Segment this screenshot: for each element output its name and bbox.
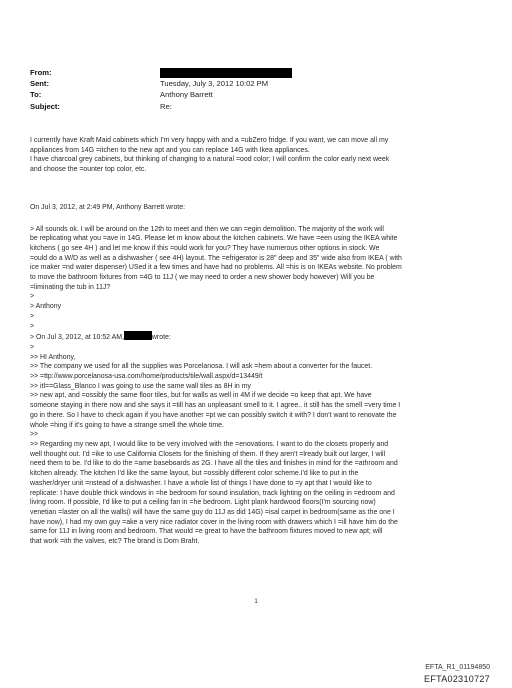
body-line: appliances from 14G =itchen to the new apt and you can replace 14G with Ikea appliances. <box>30 146 310 154</box>
subject-value: Re: <box>160 101 172 111</box>
redacted-name <box>124 331 152 340</box>
document-id-small: EFTA_R1_01194850 <box>425 664 490 671</box>
body-line: have now), I had my own guy =ake a very nice radiator cover in the living room with drawers which I =ill have him do the <box>30 518 398 526</box>
body-line: go in there. So I have to check again if you have another =pt we can possibly switch it with? I don't want to renovate the <box>30 411 397 419</box>
body-line: >> =ttp://www.porcelanosa-usa.com/home/products/tile/wall.aspx/d=13449/t <box>30 373 263 381</box>
body-line: ice maker =nd water dispenser) USed it a few times and have had no problems. All =his is on IKEAs website. No problem <box>30 264 402 272</box>
sent-row <box>30 78 490 89</box>
email-body <box>30 136 492 547</box>
body-line: > All sounds ok. I will be around on the 12th to meet and then we can =egin demolition. The majority of the work will <box>30 225 384 233</box>
body-line: whole =hing if it's going to have a strange smell the whole time. <box>30 421 224 429</box>
body-line: > Anthony <box>30 303 62 311</box>
body-line: need them to be. I'd like to do the =ame baseboards as 2G. I have all the tiles and finishes in mind for the =athroom and <box>30 460 398 468</box>
body-line: =ould do a W/D as well as a dishwasher ( see 4H) layout. The =efrigerator is 28" deep and 35" wide also from IKEA ( with <box>30 254 402 262</box>
body-line: someone staying in there now and she says it =till has an unpleasant smell to it. I agree.. it still has the smell =very time I <box>30 402 401 410</box>
body-line: > <box>30 322 35 330</box>
body-line: > <box>30 343 35 351</box>
from-row <box>30 67 490 78</box>
body-line: >> The company we used for all the supplies was Porcelanosa. I will ask =hem about a converter for the faucet. <box>30 363 373 371</box>
email-header <box>30 67 490 112</box>
body-line: be replicating what you =ave in 14G. Please let m know about the kitchen cabinets. We have =een using the IKEA white <box>30 235 398 243</box>
body-line: venetian =laster on all the walls(I will have the same guy do 11J as did 14G) =isal carpet in bedroom(same as the one I <box>30 508 395 516</box>
sent-label: Sent: <box>30 79 49 89</box>
body-line: >> new apt, and =ossibly the same floor tiles, but for walls as well in 4M if we decide =o keep that apt. We have <box>30 392 372 400</box>
quoted-message-2 <box>30 343 492 547</box>
body-line: >> <box>30 431 39 439</box>
body-line: living room. If possible, I'd like to put a ceiling fan in =he bedroom. Light plank hardwood floors(I'm sourcing now) <box>30 499 376 507</box>
body-line: I currently have Kraft Maid cabinets which I'm very happy with and a =ubZero fridge. If you want, we can move all my <box>30 137 389 144</box>
subject-row <box>30 101 490 112</box>
redacted-sender <box>160 68 292 78</box>
body-line: > <box>30 293 35 301</box>
body-line: and choose the =ounter top color, etc. <box>30 166 147 174</box>
body-line: =liminating the tub in 11J? <box>30 283 111 291</box>
quote-intro: On Jul 3, 2012, at 2:49 PM, Anthony Barrett wrote: <box>30 203 186 211</box>
body-line: I have charcoal grey cabinets, but thinking of changing to a natural =ood color; I will confirm the color early next week <box>30 156 390 164</box>
body-line: kitchens ( go see 4H ) and let me know if this =ould work for you? They have numerous other options in stock. We <box>30 244 380 252</box>
body-line: replicate: I have double thick windows in =he bedroom for sound insulation, track lighting on the ceiling in =edroom and <box>30 489 395 497</box>
body-line: to move the bathroom fixtures from =4G to 11J ( we may need to order a new shower body however) Will you be <box>30 274 375 282</box>
to-row <box>30 89 490 100</box>
body-line: >> Regarding my new apt, I would like to be very involved with the =enovations. I want to do the closets properly and <box>30 440 389 448</box>
body-line: well thought out. I'd =ike to use California Closets for the finishing of them. If they aren't =lready built out larger, I will <box>30 450 386 458</box>
body-line: >> itl==Glass_Blanco I was going to use the same wall tiles as 8H in my <box>30 382 251 390</box>
body-line: kitchen already. The kitchen I'd like the same layout, but =ossibly different color scheme.I'd like to put in the <box>30 470 359 478</box>
subject-label: Subject: <box>30 101 60 111</box>
quoted-message-1 <box>30 203 492 343</box>
sent-value: Tuesday, July 3, 2012 10:02 PM <box>160 79 269 89</box>
body-line: >> HI Anthony, <box>30 353 76 361</box>
from-label: From: <box>30 68 52 77</box>
document-id-large: EFTA02310727 <box>424 674 490 684</box>
to-label: To: <box>30 90 42 100</box>
body-line: same for 11J in living room and bedroom. That would =e great to have the bathroom fixtures moved to new apt; will <box>30 528 383 536</box>
reply-paragraph <box>30 136 492 175</box>
page-number: 1 <box>254 598 258 605</box>
body-line: > <box>30 312 35 320</box>
body-line: that work =ith the valves, etc? The brand is Dorn Braht. <box>30 538 200 546</box>
nested-quote-intro: > On Jul 3, 2012, at 10:52 AM, wrote: <box>30 331 492 343</box>
body-line: washer/dryer unit =nstead of a dishwasher. I have a whole list of things I have done to =y apt that I would like to <box>30 479 372 487</box>
to-value: Anthony Barrett <box>160 90 213 100</box>
